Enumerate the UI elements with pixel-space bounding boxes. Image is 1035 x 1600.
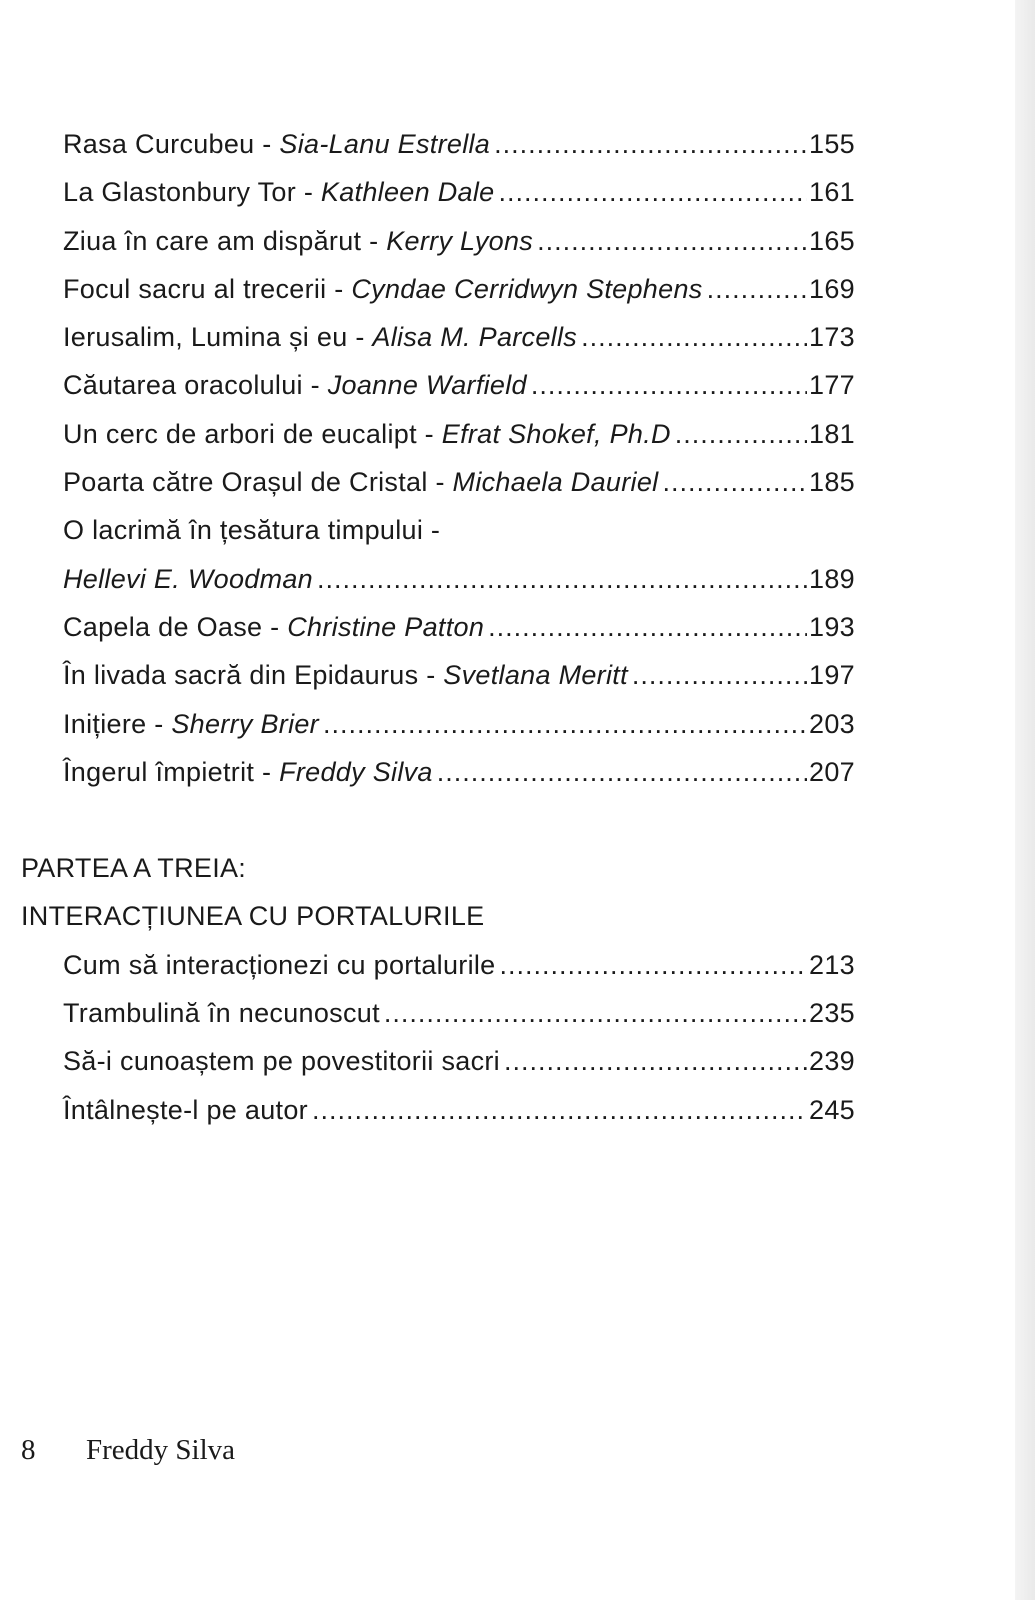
toc-entry-title: Capela de Oase - xyxy=(63,611,288,642)
toc-entry-author: Kathleen Dale xyxy=(320,177,495,208)
toc-entry[interactable] xyxy=(63,748,855,796)
running-head-author: Freddy Silva xyxy=(86,1434,236,1466)
toc-entry[interactable] xyxy=(63,313,855,361)
dot-leader xyxy=(504,1037,807,1085)
dot-leader xyxy=(312,1086,807,1134)
toc-entry-title: La Glastonbury Tor - xyxy=(63,177,321,208)
toc-entry-title: Căutarea oracolului - xyxy=(63,370,328,401)
toc-entry-title: Trambulină în necunoscut xyxy=(63,998,380,1029)
dot-leader xyxy=(437,748,807,796)
toc-entry-title: Rasa Curcubeu - xyxy=(63,129,280,159)
section-spacer xyxy=(0,796,860,844)
toc-entry[interactable] xyxy=(63,651,855,699)
toc-entry-author: Efrat Shokef, Ph.D xyxy=(441,418,671,449)
toc-entry-author: Cyndae Cerridwyn Stephens xyxy=(351,273,703,304)
toc-entry-title: Ziua în care am dispărut - xyxy=(63,225,387,256)
toc-entry[interactable] xyxy=(63,265,855,313)
dot-leader xyxy=(531,361,807,409)
toc-entry-title: Cum să interacționezi cu portalurile xyxy=(63,949,496,980)
toc-entry-page: 203 xyxy=(809,708,855,739)
toc-entry-page: 193 xyxy=(809,611,855,642)
toc-entry-title: O lacrimă în țesătura timpului - xyxy=(63,515,441,546)
toc-entry-page: 161 xyxy=(809,177,855,208)
dot-leader xyxy=(662,458,807,506)
toc-entry-page: 197 xyxy=(809,660,855,691)
toc-entry-title-line[interactable] xyxy=(63,506,855,554)
toc-entry-author: Sherry Brier xyxy=(171,708,319,739)
toc-entry-page: 165 xyxy=(809,225,855,256)
toc-entry-author: Hellevi E. Woodman xyxy=(63,563,313,594)
toc-entry-author: Christine Patton xyxy=(287,611,485,642)
dot-leader xyxy=(323,700,807,748)
toc-entry[interactable] xyxy=(63,603,855,651)
toc-entry[interactable] xyxy=(63,700,855,748)
dot-leader xyxy=(317,555,807,603)
toc-entry-page: 173 xyxy=(809,322,855,353)
toc-entry[interactable] xyxy=(63,361,855,409)
toc-entry-title: Poarta către Orașul de Cristal - xyxy=(63,467,453,498)
toc-entry-author: Svetlana Meritt xyxy=(443,660,628,691)
dot-leader xyxy=(707,265,807,313)
toc-entry[interactable] xyxy=(63,168,855,216)
part-heading-line1: PARTEA A TREIA: xyxy=(21,853,247,884)
toc-entry-title: Focul sacru al trecerii - xyxy=(63,273,352,304)
toc-entry-author: Michaela Dauriel xyxy=(452,467,659,498)
toc-entry-author: Joanne Warfield xyxy=(327,370,527,401)
toc-entry[interactable] xyxy=(63,120,855,168)
toc-entry-page: 155 xyxy=(809,129,855,159)
dot-leader xyxy=(488,603,807,651)
dot-leader xyxy=(675,410,807,458)
toc-entry-author-line[interactable] xyxy=(63,555,855,603)
page-footer xyxy=(21,1434,235,1467)
table-of-contents xyxy=(0,120,860,1134)
toc-entry-title: Întâlnește-l pe autor xyxy=(63,1094,308,1125)
toc-entry[interactable] xyxy=(63,941,855,989)
toc-entry-page: 169 xyxy=(809,273,855,304)
toc-entry-title: Inițiere - xyxy=(63,708,172,739)
dot-leader xyxy=(537,217,807,265)
toc-entry-page: 181 xyxy=(809,418,855,449)
toc-entry-author: Kerry Lyons xyxy=(386,225,534,256)
toc-entry-page: 245 xyxy=(809,1094,855,1125)
toc-entry[interactable] xyxy=(63,458,855,506)
dot-leader xyxy=(384,989,807,1037)
toc-entry-page: 235 xyxy=(809,998,855,1029)
toc-entry-title: Să-i cunoaștem pe povestitorii sacri xyxy=(63,1046,500,1077)
toc-entry[interactable] xyxy=(63,217,855,265)
toc-entry-author: Sia-Lanu Estrella xyxy=(279,129,491,159)
dot-leader xyxy=(581,313,807,361)
toc-entry-author: Freddy Silva xyxy=(279,756,433,787)
toc-entry[interactable] xyxy=(63,989,855,1037)
toc-entry-title: Îngerul împietrit - xyxy=(63,756,280,787)
toc-entry-page: 189 xyxy=(809,563,855,594)
toc-entry-title: Ierusalim, Lumina și eu - xyxy=(63,322,373,353)
toc-entry-page: 239 xyxy=(809,1046,855,1077)
toc-entry-page: 213 xyxy=(809,949,855,980)
toc-entry[interactable] xyxy=(63,1086,855,1134)
toc-entry-page: 177 xyxy=(809,370,855,401)
dot-leader xyxy=(494,120,807,168)
dot-leader xyxy=(500,941,808,989)
page-number: 8 xyxy=(21,1434,36,1466)
dot-leader xyxy=(632,651,807,699)
toc-entry-author: Alisa M. Parcells xyxy=(372,322,578,353)
dot-leader xyxy=(498,168,807,216)
toc-entry-title: În livada sacră din Epidaurus - xyxy=(63,660,444,691)
toc-entry-title: Un cerc de arbori de eucalipt - xyxy=(63,418,442,449)
toc-entry-page: 185 xyxy=(809,467,855,498)
page-edge-shadow xyxy=(1015,0,1035,1600)
part-heading-line2: INTERACȚIUNEA CU PORTALURILE xyxy=(21,901,485,932)
toc-entry[interactable] xyxy=(63,410,855,458)
toc-entry-page: 207 xyxy=(809,756,855,787)
toc-entry[interactable] xyxy=(63,1037,855,1085)
